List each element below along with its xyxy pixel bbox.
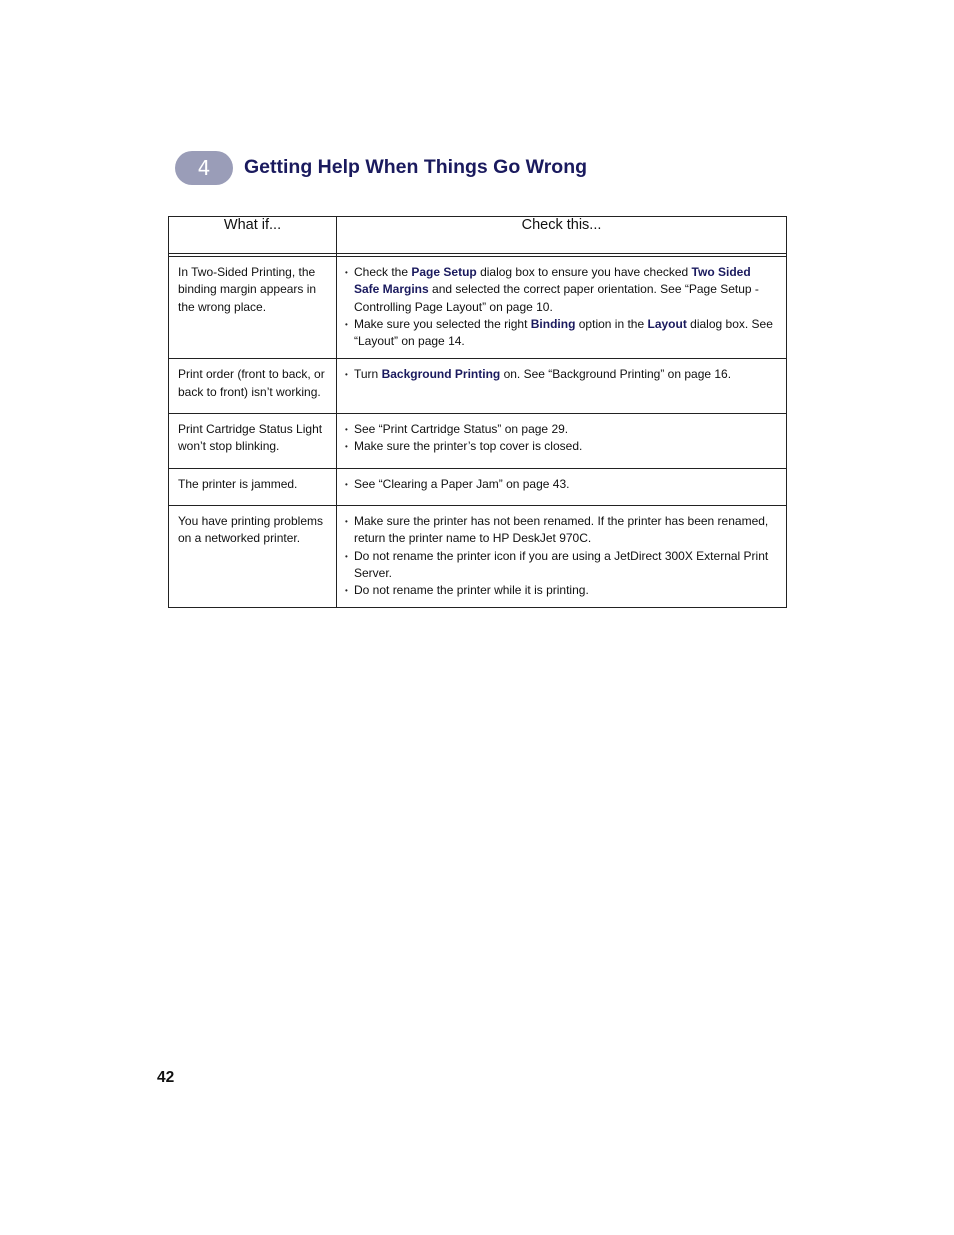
solution-cell	[337, 468, 787, 505]
chapter-number-badge: 4	[175, 151, 233, 185]
solution-list	[345, 513, 778, 599]
table-row	[169, 257, 787, 359]
solution-cell	[337, 359, 787, 414]
column-header-check-this: Check this...	[337, 217, 787, 254]
table-row	[169, 414, 787, 469]
binding-keyword: Binding	[530, 316, 576, 331]
solution-text: dialog box. See “Layout” on page 14.	[354, 316, 773, 349]
list-item	[345, 366, 778, 383]
solution-text: option in the	[575, 316, 648, 331]
list-item: • Make sure the printer’s top cover is closed.	[345, 438, 778, 455]
list-item: • See “Clearing a Paper Jam” on page 43.	[345, 476, 778, 493]
solution-cell	[337, 414, 787, 469]
solution-text: Make sure you selected the right	[354, 316, 531, 331]
table-header-row	[169, 217, 787, 254]
background-printing-keyword: Background Printing	[381, 367, 501, 382]
solution-list	[345, 366, 778, 383]
problem-cell: In Two-Sided Printing, the binding margin appears in the wrong place.	[169, 257, 337, 359]
problem-cell: You have printing problems on a networked printer.	[169, 505, 337, 607]
problem-cell: The printer is jammed.	[169, 468, 337, 505]
two-sided-safe-margins-keyword: Two Sided Safe Margins	[354, 265, 751, 297]
list-item	[345, 316, 778, 351]
list-item	[345, 264, 778, 316]
table-row	[169, 468, 787, 505]
solution-text: Check the	[354, 265, 412, 279]
column-header-what-if: What if...	[169, 217, 337, 254]
solution-cell	[337, 257, 787, 359]
list-item: • Make sure the printer has not been renamed. If the printer has been renamed, return the printer name to HP DeskJet 970C.	[345, 513, 778, 548]
solution-list	[345, 264, 778, 350]
solution-list	[345, 476, 778, 493]
page-number: 42	[157, 1069, 175, 1086]
list-item: • Do not rename the printer while it is printing.	[345, 582, 778, 599]
table-row	[169, 359, 787, 414]
problem-cell: Print Cartridge Status Light won’t stop blinking.	[169, 414, 337, 469]
solution-text: on. See “Background Printing” on page 16.	[500, 367, 732, 382]
table-row	[169, 505, 787, 607]
solution-text: Turn	[354, 367, 382, 382]
solution-text: and selected the correct paper orientation. See “Page Setup - Controlling Page Layout” on page 10.	[354, 282, 759, 314]
chapter-title: Getting Help When Things Go Wrong	[244, 156, 588, 178]
layout-keyword: Layout	[647, 316, 687, 331]
solution-list	[345, 421, 778, 456]
solution-cell	[337, 505, 787, 607]
solution-text: dialog box to ensure you have checked	[476, 265, 692, 279]
problem-cell: Print order (front to back, or back to front) isn’t working.	[169, 359, 337, 414]
page-setup-keyword: Page Setup	[411, 265, 477, 279]
list-item: • See “Print Cartridge Status” on page 29.	[345, 421, 778, 438]
troubleshooting-table	[168, 216, 787, 608]
list-item: • Do not rename the printer icon if you are using a JetDirect 300X External Print Server.	[345, 548, 778, 583]
